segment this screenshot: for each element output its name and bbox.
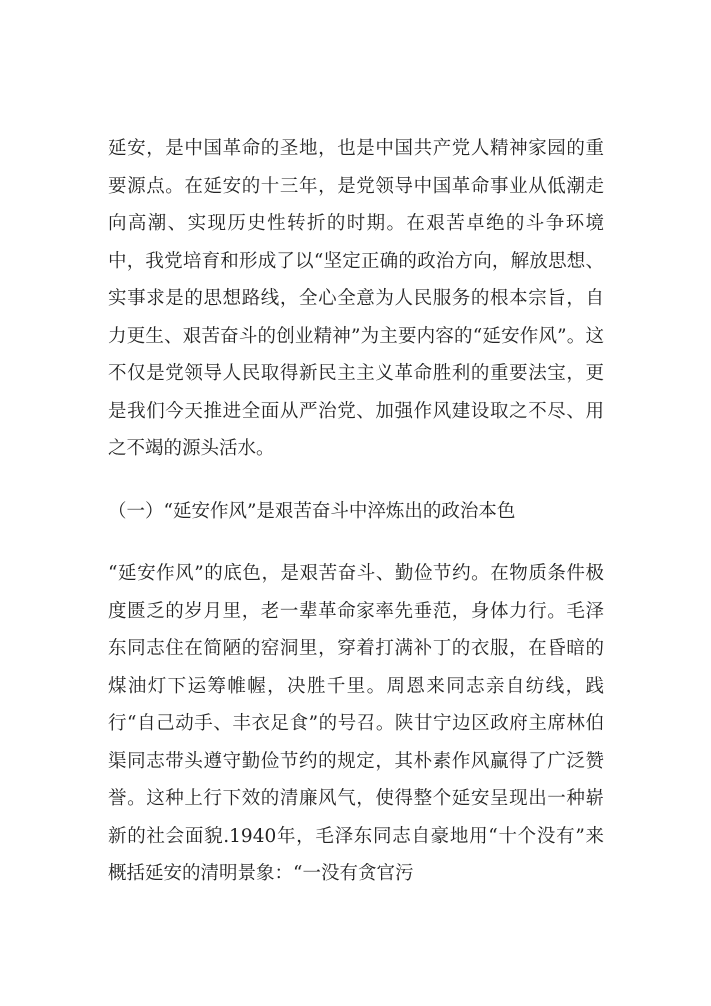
section-heading: （一）“延安作风”是艰苦奋斗中淬炼出的政治本色 <box>108 500 516 522</box>
document-body <box>108 130 604 893</box>
paragraph-intro: 延安，是中国革命的圣地，也是中国共产党人精神家园的重要源点。在延安的十三年，是党领导中国革命事业从低潮走向高潮、实现历史性转折的时期。在艰苦卓绝的斗争环境中，我党培育和形成了以“坚定正确的政治方向，解放思想、实事求是的思想路线，全心全意为人民服务的根本宗旨，自力更生、艰苦奋斗的创业精神”为主要内容的“延安作风”。这不仅是党领导人民取得新民主主义革命胜利的重要法宝，更是我们今天推进全面从严治党、加强作风建设取之不尽、用之不竭的源头活水。 <box>108 138 604 459</box>
paragraph-section-one: “延安作风”的底色，是艰苦奋斗、勤俭节约。在物质条件极度匮乏的岁月里，老一辈革命家率先垂范，身体力行。毛泽东同志住在简陋的窑洞里，穿着打满补丁的衣服，在昏暗的煤油灯下运筹帷幄，决胜千里。周恩来同志亲自纺线，践行“自己动手、丰衣足食”的号召。陕甘宁边区政府主席林伯渠同志带头遵守勤俭节约的规定，其朴素作风赢得了广泛赞誉。这种上行下效的清廉风气，使得整个延安呈现出一种崭新的社会面貌.1940年，毛泽东同志自豪地用“十个没有”来概括延安的清明景象：“一没有贪官污 <box>108 563 604 884</box>
